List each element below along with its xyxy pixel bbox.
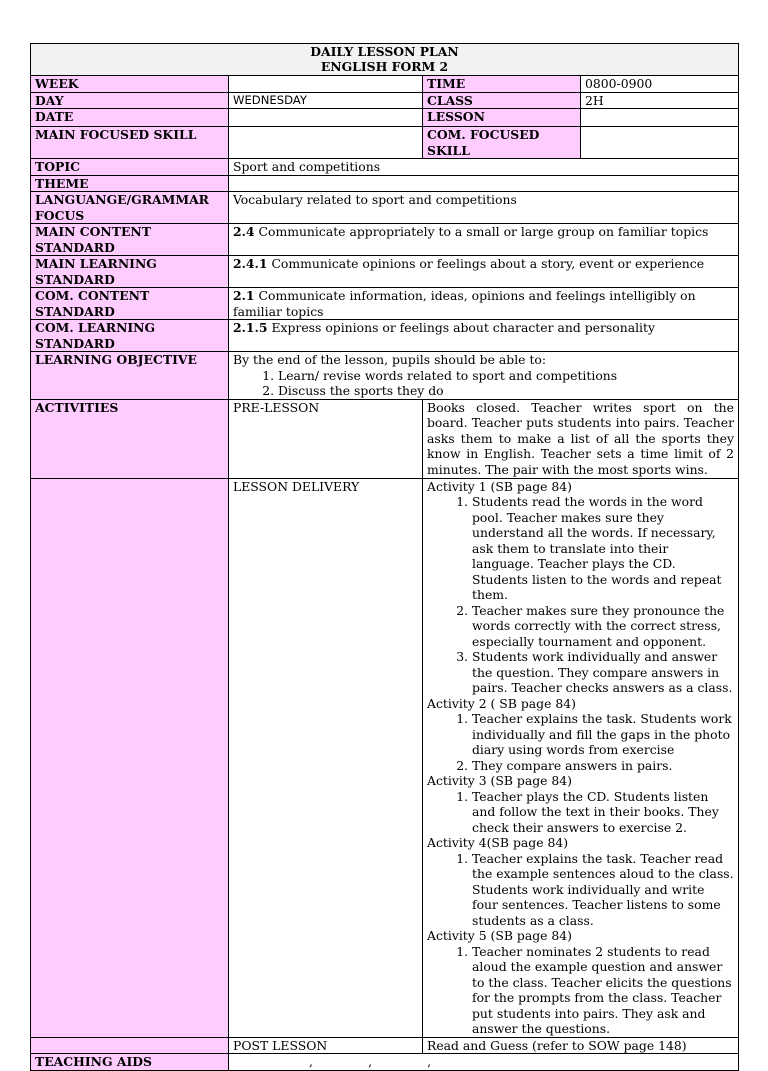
activity-1-step: 2. Teacher makes sure they pronounce the words correctly with the correct stress, especially tournament and opponent. xyxy=(472,603,734,650)
pre-lesson-text: Books closed. Teacher writes sport on the board. Teacher puts students into pairs. Teacher asks them to make a list of all the sports they know in English. Teacher sets a time limit of 2 minutes. The pair with the most sports wins. xyxy=(423,399,739,478)
objective-item: 2. Discuss the sports they do xyxy=(278,383,734,399)
activity-2-list xyxy=(427,711,734,773)
objective-intro: By the end of the lesson, pupils should be able to: xyxy=(233,352,547,367)
main-skill-label: MAIN FOCUSED SKILL xyxy=(31,127,229,159)
post-lesson-row-label xyxy=(31,1037,229,1054)
main-content-standard-label: MAIN CONTENT STANDARD xyxy=(31,224,229,256)
activity-5-list xyxy=(427,944,734,1037)
activity-5-title: Activity 5 (SB page 84) xyxy=(427,928,573,943)
lesson-label: LESSON xyxy=(423,109,581,127)
activities-label-continued xyxy=(31,478,229,1037)
activity-4-title: Activity 4(SB page 84) xyxy=(427,835,569,850)
com-content-standard-value xyxy=(229,288,739,320)
ccs-code: 2.1 xyxy=(233,288,255,303)
ccs-text: Communicate information, ideas, opinions and feelings intelligibly on familiar topics xyxy=(233,288,696,319)
com-skill-value[interactable] xyxy=(581,127,739,159)
mcs-code: 2.4 xyxy=(233,224,255,239)
objective-list xyxy=(233,368,734,399)
activity-2-step: 2. They compare answers in pairs. xyxy=(472,758,734,774)
activity-4-step: 1. Teacher explains the task. Teacher read the example sentences aloud to the class. Students work individually and write four sentences. Teacher listens to some students as a class. xyxy=(472,851,734,929)
com-learning-standard-value xyxy=(229,320,739,352)
post-lesson-text: Read and Guess (refer to SOW page 148) xyxy=(423,1037,739,1054)
activity-1-step: 1. Students read the words in the word pool. Teacher makes sure they understand all the words. If necessary, ask them to translate into their language. Teacher plays the CD. Students listen to the words and repeat them. xyxy=(472,494,734,603)
lesson-plan-table xyxy=(30,43,739,1071)
plan-title: DAILY LESSON PLAN xyxy=(310,44,459,59)
grammar-label: LANGUANGE/GRAMMAR FOCUS xyxy=(31,192,229,224)
main-learning-standard-value xyxy=(229,256,739,288)
cls-text: Express opinions or feelings about character and personality xyxy=(271,320,655,335)
activity-1-list xyxy=(427,494,734,696)
activities-label: ACTIVITIES xyxy=(31,399,229,478)
day-label: DAY xyxy=(31,92,229,109)
mcs-text: Communicate appropriately to a small or large group on familiar topics xyxy=(258,224,709,239)
teaching-aids-value[interactable]: , , , xyxy=(229,1054,739,1071)
week-value[interactable] xyxy=(229,76,423,93)
pre-lesson-label: PRE-LESSON xyxy=(229,399,423,478)
class-value[interactable]: 2H xyxy=(581,92,739,109)
com-learning-standard-label: COM. LEARNING STANDARD xyxy=(31,320,229,352)
theme-value xyxy=(229,175,739,192)
activity-2-step: 1. Teacher explains the task. Students work individually and fill the gaps in the photo diary using words from exercise xyxy=(472,711,734,758)
post-lesson-label: POST LESSON xyxy=(229,1037,423,1054)
date-value[interactable] xyxy=(229,109,423,127)
day-value[interactable]: WEDNESDAY xyxy=(229,92,423,109)
lesson-delivery-label: LESSON DELIVERY xyxy=(229,478,423,1037)
com-skill-label: COM. FOCUSED SKILL xyxy=(423,127,581,159)
topic-label: TOPIC xyxy=(31,159,229,176)
theme-label: THEME xyxy=(31,175,229,192)
learning-objective-label: LEARNING OBJECTIVE xyxy=(31,352,229,400)
activity-3-step: 1. Teacher plays the CD. Students listen and follow the text in their books. They check their answers to exercise 2. xyxy=(472,789,734,836)
activity-1-step: 3. Students work individually and answer the question. They compare answers in pairs. Teacher checks answers as a class. xyxy=(472,649,734,696)
activity-3-title: Activity 3 (SB page 84) xyxy=(427,773,573,788)
lesson-delivery-content xyxy=(423,478,739,1037)
activity-2-title: Activity 2 ( SB page 84) xyxy=(427,695,576,711)
com-content-standard-label: COM. CONTENT STANDARD xyxy=(31,288,229,320)
main-skill-value[interactable] xyxy=(229,127,423,159)
grammar-value: Vocabulary related to sport and competitions xyxy=(229,192,739,224)
topic-value: Sport and competitions xyxy=(229,159,739,176)
class-label: CLASS xyxy=(423,92,581,109)
activity-5-step: 1. Teacher nominates 2 students to read aloud the example question and answer to the class. Teacher elicits the questions for the prompts from the class. Teacher put students into pairs. They ask and answer the questions. xyxy=(472,944,734,1037)
main-content-standard-value xyxy=(229,224,739,256)
time-value[interactable]: 0800-0900 xyxy=(581,76,739,93)
activity-3-list xyxy=(427,789,734,836)
week-label: WEEK xyxy=(31,76,229,93)
learning-objective-value xyxy=(229,352,739,400)
plan-header xyxy=(31,44,739,76)
time-label: TIME xyxy=(423,76,581,93)
cls-code: 2.1.5 xyxy=(233,320,268,335)
activity-4-list xyxy=(427,851,734,929)
main-learning-standard-label: MAIN LEARNING STANDARD xyxy=(31,256,229,288)
plan-subtitle: ENGLISH FORM 2 xyxy=(320,59,449,74)
objective-item: 1. Learn/ revise words related to sport and competitions xyxy=(278,368,734,384)
mls-text: Communicate opinions or feelings about a story, event or experience xyxy=(271,256,705,271)
mls-code: 2.4.1 xyxy=(233,256,268,271)
teaching-aids-label: TEACHING AIDS xyxy=(31,1054,229,1071)
lesson-value[interactable] xyxy=(581,109,739,127)
date-label: DATE xyxy=(31,109,229,127)
activity-1-title: Activity 1 (SB page 84) xyxy=(427,478,573,494)
